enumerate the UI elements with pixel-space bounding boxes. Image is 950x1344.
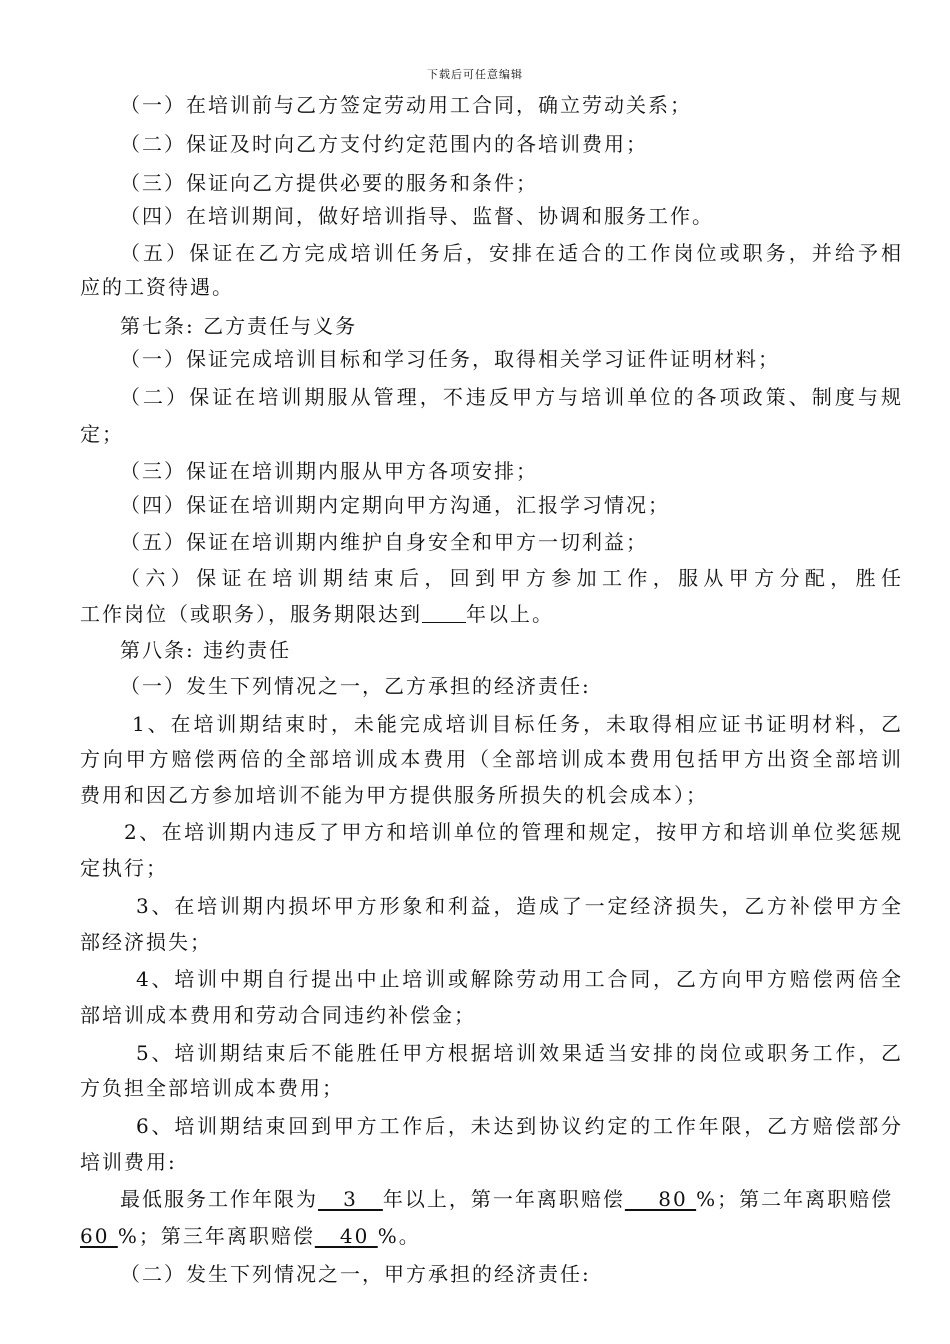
- paragraph-line: [80, 601, 902, 627]
- paragraph-line: （五）保证在培训期内维护自身安全和甲方一切利益；: [120, 530, 648, 554]
- year1-rate-value: 80: [624, 1187, 697, 1211]
- paragraph-line: 部培训成本费用和劳动合同违约补偿金；: [80, 1003, 476, 1027]
- line-text: 年以上。: [466, 602, 554, 626]
- paragraph-line: （二）发生下列情况之一，甲方承担的经济责任:: [120, 1262, 591, 1286]
- paragraph-line: 应的工资待遇。: [80, 275, 234, 299]
- line-text: %。: [377, 1224, 421, 1248]
- paragraph-line: [120, 1186, 902, 1212]
- paragraph-line: 2、在培训期内违反了甲方和培训单位的管理和规定，按甲方和培训单位奖惩规: [124, 820, 902, 844]
- paragraph-line: 定；: [80, 422, 124, 446]
- paragraph-line: （二）保证及时向乙方支付约定范围内的各培训费用；: [120, 132, 648, 156]
- paragraph-line: 部经济损失；: [80, 930, 212, 954]
- min-service-years-value: 3: [318, 1187, 383, 1211]
- page-header: 下载后可任意编辑: [427, 68, 523, 81]
- paragraph-line: 6、培训期结束回到甲方工作后，未达到协议约定的工作年限，乙方赔偿部分: [136, 1114, 902, 1138]
- year2-rate-value: 60: [80, 1224, 118, 1248]
- paragraph-line: （四）在培训期间，做好培训指导、监督、协调和服务工作。: [120, 204, 714, 228]
- line-text: %；第二年离职赔偿: [696, 1187, 894, 1211]
- line-text: 最低服务工作年限为: [120, 1187, 318, 1211]
- paragraph-line: 定执行；: [80, 856, 168, 880]
- paragraph-line: （二）保证在培训期服从管理，不违反甲方与培训单位的各项政策、制度与规: [120, 385, 902, 409]
- paragraph-line: 培训费用:: [80, 1150, 177, 1174]
- paragraph-line: 方向甲方赔偿两倍的全部培训成本费用（全部培训成本费用包括甲方出资全部培训: [80, 747, 902, 771]
- line-text: 年以上，第一年离职赔偿: [382, 1187, 625, 1211]
- paragraph-line: （三）保证向乙方提供必要的服务和条件；: [120, 171, 538, 195]
- paragraph-line: 5、培训期结束后不能胜任甲方根据培训效果适当安排的岗位或职务工作，乙: [136, 1041, 902, 1065]
- paragraph-line: 费用和因乙方参加培训不能为甲方提供服务所损失的机会成本）；: [80, 783, 708, 807]
- line-text: 工作岗位（或职务），服务期限达到: [80, 602, 422, 626]
- paragraph-line: （一）在培训前与乙方签定劳动用工合同，确立劳动关系；: [120, 93, 692, 117]
- section-heading: 第七条: 乙方责任与义务: [120, 314, 358, 338]
- section-heading: 第八条: 违约责任: [120, 638, 292, 662]
- year3-rate-value: 40: [314, 1224, 378, 1248]
- paragraph-line: （三）保证在培训期内服从甲方各项安排；: [120, 459, 538, 483]
- paragraph-line: （四）保证在培训期内定期向甲方沟通，汇报学习情况；: [120, 493, 670, 517]
- paragraph-line: 方负担全部培训成本费用；: [80, 1076, 344, 1100]
- paragraph-line: （五）保证在乙方完成培训任务后，安排在适合的工作岗位或职务，并给予相: [120, 241, 902, 265]
- paragraph-line: [80, 1223, 902, 1249]
- paragraph-line: 4、培训中期自行提出中止培训或解除劳动用工合同，乙方向甲方赔偿两倍全: [136, 967, 902, 991]
- paragraph-line: （六）保证在培训期结束后，回到甲方参加工作，服从甲方分配，胜任: [120, 566, 902, 590]
- paragraph-line: （一）保证完成培训目标和学习任务，取得相关学习证件证明材料；: [120, 347, 780, 371]
- paragraph-line: 1、在培训期结束时，未能完成培训目标任务，未取得相应证书证明材料，乙: [132, 712, 902, 736]
- paragraph-line: （一）发生下列情况之一，乙方承担的经济责任:: [120, 674, 591, 698]
- line-text: %；第三年离职赔偿: [117, 1224, 315, 1248]
- blank-field: [422, 604, 466, 623]
- paragraph-line: 3、在培训期内损坏甲方形象和利益，造成了一定经济损失，乙方补偿甲方全: [136, 894, 902, 918]
